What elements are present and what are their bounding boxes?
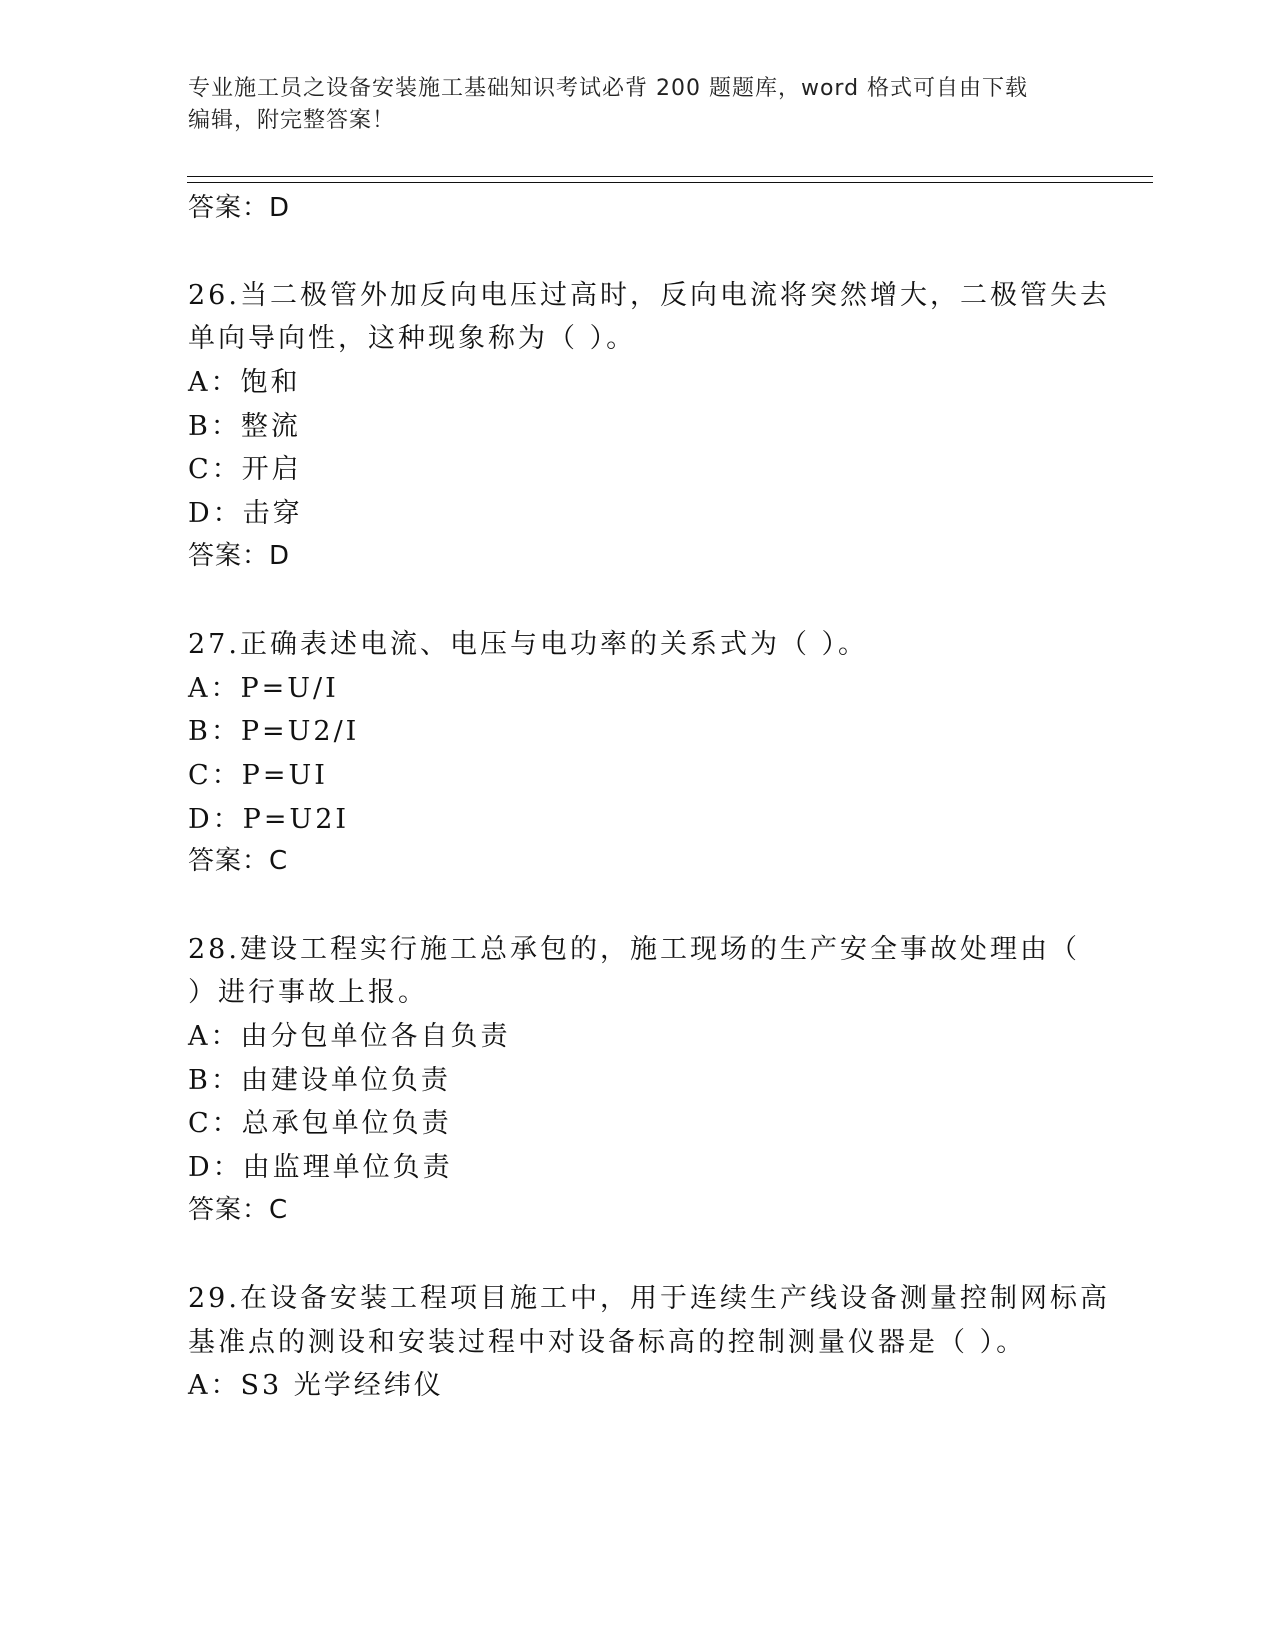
- question-stem-line: 单向导向性，这种现象称为（ ）。: [188, 323, 637, 354]
- option-d: D：击穿: [188, 498, 303, 529]
- question-stem-line: 26.当二极管外加反向电压过高时，反向电流将突然增大，二极管失去: [188, 280, 1110, 311]
- option-d: D：由监理单位负责: [188, 1152, 453, 1183]
- answer-label: 答案：D: [188, 193, 291, 223]
- question-stem-line: 28.建设工程实行施工总承包的，施工现场的生产安全事故处理由（: [188, 934, 1080, 965]
- header-line-2: 编辑，附完整答案！: [188, 108, 396, 133]
- question-stem-line: 基准点的测设和安装过程中对设备标高的控制测量仪器是（ ）。: [188, 1327, 1027, 1358]
- option-a: A：由分包单位各自负责: [188, 1021, 511, 1052]
- header-divider-top: [187, 176, 1153, 177]
- option-b: B：P=U2/I: [188, 716, 360, 747]
- option-a: A：饱和: [188, 367, 301, 398]
- option-c: C：总承包单位负责: [188, 1108, 452, 1139]
- answer-label: 答案：D: [188, 541, 291, 571]
- document-header: [188, 73, 1088, 137]
- option-b: B：由建设单位负责: [188, 1065, 451, 1096]
- option-a: A：S3 光学经纬仪: [188, 1370, 444, 1401]
- option-c: C：开启: [188, 454, 302, 485]
- option-b: B：整流: [188, 411, 301, 442]
- answer-label: 答案：C: [188, 1195, 289, 1225]
- header-line-1: 专业施工员之设备安装施工基础知识考试必背 200 题题库，word 格式可自由下载: [188, 76, 1029, 101]
- question-stem-line: 29.在设备安装工程项目施工中，用于连续生产线设备测量控制网标高: [188, 1283, 1110, 1314]
- answer-label: 答案：C: [188, 846, 289, 876]
- option-d: D：P=U2I: [188, 804, 350, 835]
- option-c: C：P=UI: [188, 760, 328, 791]
- question-stem-line: ）进行事故上报。: [188, 977, 428, 1008]
- header-divider-bottom: [187, 182, 1153, 183]
- question-stem-line: 27.正确表述电流、电压与电功率的关系式为（ ）。: [188, 629, 869, 660]
- option-a: A：P=U/I: [188, 673, 339, 704]
